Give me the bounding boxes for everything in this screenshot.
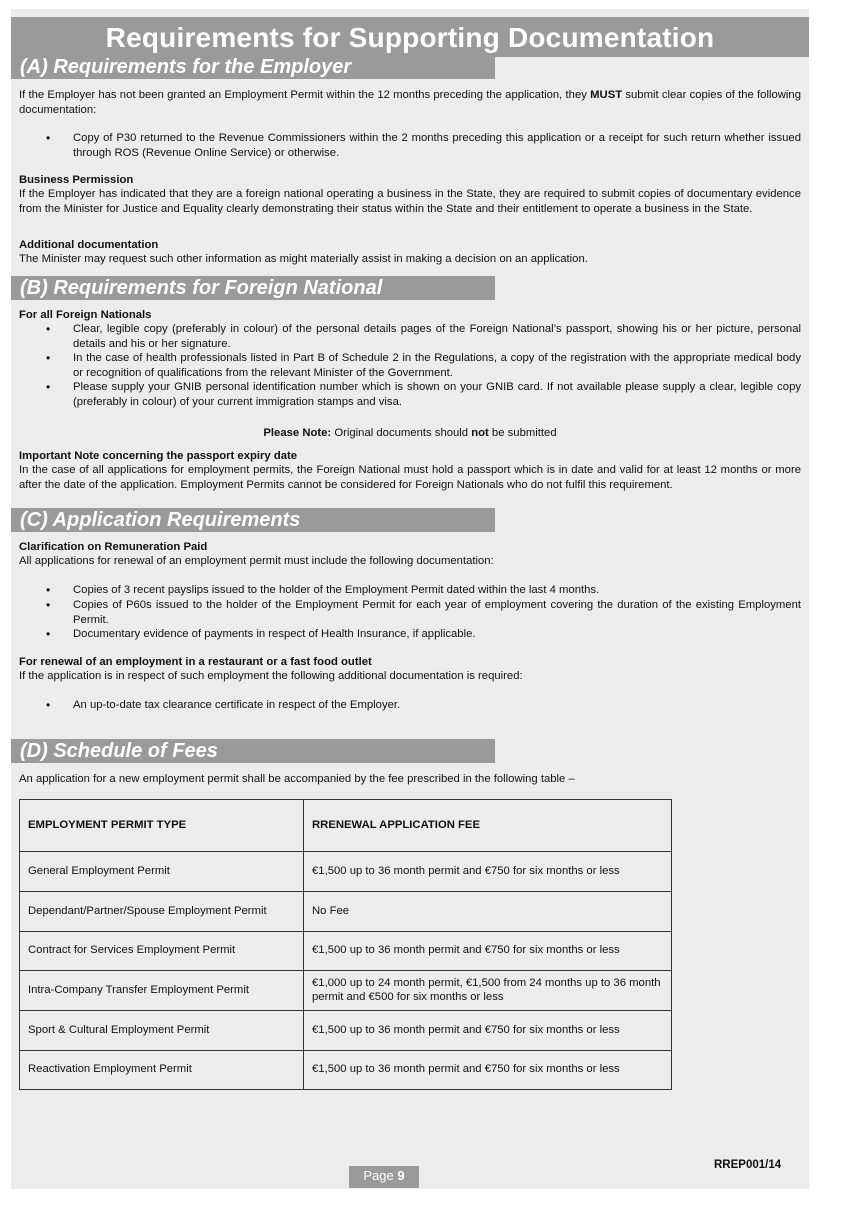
section-c-bullet-1: Copies of 3 recent payslips issued to the holder of the Employment Permit dated within the last 4 months. [73, 584, 600, 596]
page-title: Requirements for Supporting Documentation [11, 17, 809, 57]
document-code: RREP001/14 [714, 1159, 782, 1171]
table-cell: Dependant/Partner/Spouse Employment Permit [20, 892, 304, 932]
bullet-icon: • [46, 583, 51, 597]
table-header-row [20, 800, 672, 852]
remuneration-intro: All applications for renewal of an employment permit must include the following documentation: [19, 555, 494, 567]
table-header-cell: RRENEWAL APPLICATION FEE [304, 800, 672, 852]
table-cell: Intra-Company Transfer Employment Permit [20, 971, 304, 1011]
fees-intro: An application for a new employment permit shall be accompanied by the fee prescribed in the following table – [19, 773, 575, 785]
section-d-heading: (D) Schedule of Fees [11, 739, 495, 763]
section-b-bullet-3: Please supply your GNIB personal identification number which is shown on your GNIB card. If not available please supply a clear, legible copy (preferably in colour) of your current immigration stamps and visa. [73, 381, 801, 408]
table-cell: €1,500 up to 36 month permit and €750 for six months or less [304, 1051, 672, 1090]
table-cell: €1,500 up to 36 month permit and €750 for six months or less [304, 852, 672, 892]
table-row [20, 932, 672, 971]
remuneration-subheading: Clarification on Remuneration Paid [19, 541, 208, 553]
bullet-icon: • [46, 322, 51, 336]
table-header-cell: EMPLOYMENT PERMIT TYPE [20, 800, 304, 852]
bullet-icon: • [46, 380, 51, 394]
restaurant-heading: For renewal of an employment in a restaurant or a fast food outlet [19, 656, 372, 668]
table-cell: €1,000 up to 24 month permit, €1,500 from 24 months up to 36 month permit and €500 for six months or less [304, 971, 672, 1011]
table-cell: No Fee [304, 892, 672, 932]
table-cell: Reactivation Employment Permit [20, 1051, 304, 1090]
table-row [20, 1011, 672, 1051]
table-row [20, 971, 672, 1011]
additional-documentation-heading: Additional documentation [19, 239, 159, 251]
section-c-bullet-3: Documentary evidence of payments in respect of Health Insurance, if applicable. [73, 628, 476, 640]
bullet-icon: • [46, 351, 51, 365]
fees-table [19, 799, 672, 1090]
section-b-bullet-2: In the case of health professionals listed in Part B of Schedule 2 in the Regulations, a copy of the registration with the appropriate medical body or recognition of qualifications from the relevant Minister of the Government. [73, 352, 801, 379]
table-cell: Contract for Services Employment Permit [20, 932, 304, 971]
business-permission-heading: Business Permission [19, 174, 134, 186]
table-row [20, 1051, 672, 1090]
section-a-heading: (A) Requirements for the Employer [11, 55, 495, 79]
table-row [20, 892, 672, 932]
restaurant-bullet: An up-to-date tax clearance certificate in respect of the Employer. [73, 699, 401, 711]
section-c-heading: (C) Application Requirements [11, 508, 495, 532]
table-cell: €1,500 up to 36 month permit and €750 for six months or less [304, 1011, 672, 1051]
bullet-icon: • [46, 598, 51, 612]
bullet-icon: • [46, 698, 51, 712]
passport-expiry-text: In the case of all applications for employment permits, the Foreign National must hold a passport which is in date and valid for at least 12 months or more after the date of the application. Employment Permits cannot be considered for Foreign Nationals who do not fulfil this requirement. [19, 464, 801, 491]
section-a-intro: If the Employer has not been granted an Employment Permit within the 12 months preceding the application, they MUST submit clear copies of the following documentation: [19, 89, 801, 116]
section-a-bullet: Copy of P30 returned to the Revenue Commissioners within the 2 months preceding this application or a receipt for such return whether issued through ROS (Revenue Online Service) or otherwise. [73, 132, 801, 159]
table-cell: €1,500 up to 36 month permit and €750 for six months or less [304, 932, 672, 971]
table-row [20, 852, 672, 892]
business-permission-text: If the Employer has indicated that they are a foreign national operating a business in the State, they are required to submit copies of documentary evidence from the Minister for Justice and Equality clearly demonstrating their status within the State and their entitlement to operate a business in the State. [19, 188, 801, 215]
section-b-heading: (B) Requirements for Foreign National [11, 276, 495, 300]
section-b-bullet-1: Clear, legible copy (preferably in colour) of the personal details pages of the Foreign National’s passport, showing his or her picture, personal details and his or her signature. [73, 323, 801, 350]
additional-documentation-text: The Minister may request such other information as might materially assist in making a decision on an application. [19, 253, 588, 265]
passport-expiry-heading: Important Note concerning the passport expiry date [19, 450, 298, 462]
table-cell: General Employment Permit [20, 852, 304, 892]
please-note: Please Note: Original documents should not be submitted [263, 427, 557, 439]
table-cell: Sport & Cultural Employment Permit [20, 1011, 304, 1051]
foreign-nationals-subheading: For all Foreign Nationals [19, 309, 152, 321]
bullet-icon: • [46, 627, 51, 641]
bullet-icon: • [46, 131, 51, 145]
document-page [11, 9, 809, 1189]
section-c-bullet-2: Copies of P60s issued to the holder of the Employment Permit for each year of employment covering the duration of the existing Employment Permit. [73, 599, 801, 626]
page-number: Page 9 [349, 1166, 419, 1188]
restaurant-text: If the application is in respect of such employment the following additional documentation is required: [19, 670, 523, 682]
